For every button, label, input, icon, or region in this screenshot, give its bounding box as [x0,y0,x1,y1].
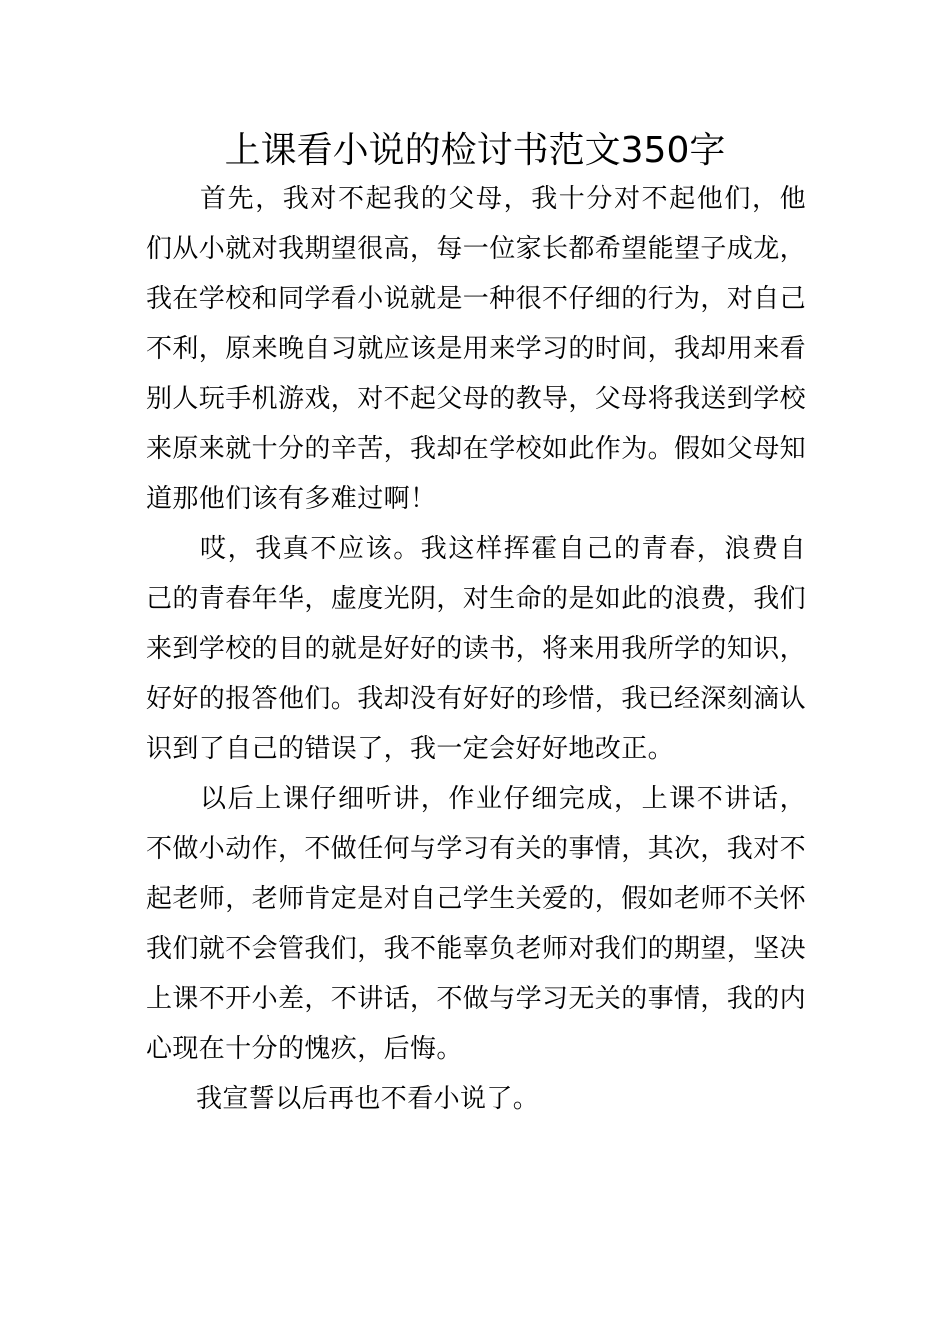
paragraph-4: 我宣誓以后再也不看小说了。 [196,1084,540,1114]
paragraph-1: 首先，我对不起我的父母，我十分对不起他们，他们从小就对我期望很高，每一位家长都希望能望子成龙，我在学校和同学看小说就是一种很不仔细的行为，对自己不利，原来晚自习就应该是用来学习的时间，我却用来看别人玩手机游戏，对不起父母的教导，父母将我送到学校来原来就十分的辛苦，我却在学校如此作为。假如父母知道那他们该有多难过啊！ [146,184,807,514]
document-title: 上课看小说的检讨书范文350字 [224,130,726,171]
paragraph-2: 哎，我真不应该。我这样挥霍自己的青春，浪费自己的青春年华，虚度光阴，对生命的是如此的浪费，我们来到学校的目的就是好好的读书，将来用我所学的知识，好好的报答他们。我却没有好好的珍惜，我已经深刻滴认识到了自己的错误了，我一定会好好地改正。 [146,534,807,764]
paragraph-3: 以后上课仔细听讲，作业仔细完成，上课不讲话，不做小动作，不做任何与学习有关的事情，其次，我对不起老师，老师肯定是对自己学生关爱的，假如老师不关怀我们就不会管我们，我不能辜负老师对我们的期望，坚决上课不开小差，不讲话，不做与学习无关的事情，我的内心现在十分的愧疚，后悔。 [146,784,807,1064]
document-body [146,174,806,1124]
